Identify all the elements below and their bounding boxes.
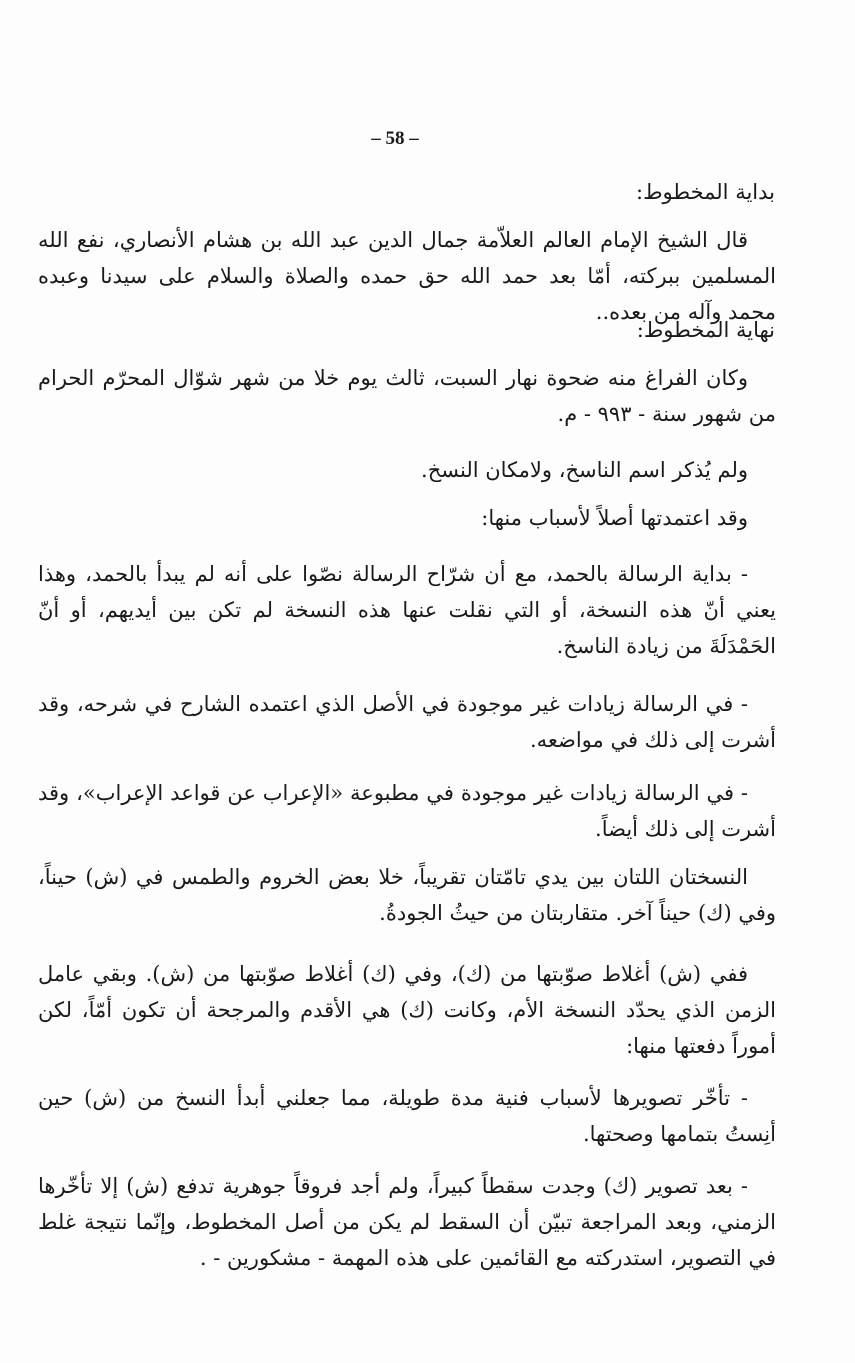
paragraph-manuscript-end: وكان الفراغ منه ضحوة نهار السبت، ثالث يوم خلا من شهر شوّال المحرّم الحرام من شهور سنة - ٩٩٣ - م. — [38, 366, 776, 426]
heading-manuscript-end: نهاية المخطوط: — [636, 318, 775, 342]
paragraph-copies: النسختان اللتان بين يدي تامّتان تقريباً، خلا بعض الخروم والطمس في (ش) حيناً، وفي (ك) حيناً آخر. متقاربتان من حيثُ الجودةُ. — [38, 865, 776, 925]
reason-item-3: - في الرسالة زيادات غير موجودة في مطبوعة «الإعراب عن قواعد الإعراب»، وقد أشرت إلى ذلك أيضاً. — [38, 781, 776, 841]
page-number: – 58 – — [371, 128, 419, 149]
paragraph-manuscript-start: قال الشيخ الإمام العالم العلاّمة جمال الدين عبد الله بن هشام الأنصاري، نفع الله المسلمين ببركته، أمّا بعد حمد الله حق حمده والصلاة والسلام على سيدنا وعبده محمد وآله من بعده.. — [38, 228, 776, 324]
line-reasons-intro: وقد اعتمدتها أصلاً لأسباب منها: — [481, 506, 748, 530]
heading-manuscript-start: بداية المخطوط: — [636, 180, 775, 204]
paragraph-errors: ففي (ش) أغلاط صوّبتها من (ك)، وفي (ك) أغلاط صوّبتها من (ش). وبقي عامل الزمن الذي يحدّد النسخة الأم، وكانت (ك) هي الأقدم والمرجحة أن تكون أمّاً، لكن أموراً دفعتها منها: — [38, 962, 777, 1058]
reason-item-1: - بداية الرسالة بالحمد، مع أن شرّاح الرسالة نصّوا على أنه لم يبدأ بالحمد، وهذا يعني أنّ هذه النسخة، أو التي نقلت عنها هذه النسخة لم تكن بين أيديهم، أو أنّ الحَمْدَلَةَ من زيادة الناسخ. — [38, 562, 776, 658]
item-delay: - تأخّر تصويرها لأسباب فنية مدة طويلة، مما جعلني أبدأ النسخ من (ش) حين أنِستُ بتمامها وصحتها. — [38, 1086, 776, 1146]
reason-item-2: - في الرسالة زيادات غير موجودة في الأصل الذي اعتمده الشارح في شرحه، وقد أشرت إلى ذلك في مواضعه. — [38, 692, 776, 752]
line-copyist-note: ولم يُذكر اسم الناسخ، ولامكان النسخ. — [421, 458, 748, 482]
item-after-imaging: - بعد تصوير (ك) وجدت سقطاً كبيراً، ولم أجد فروقاً جوهرية تدفع (ش) إلا تأخّرها الزمني، وبعد المراجعة تبيّن أن السقط لم يكن من أصل المخطوط، وإنّما نتيجة غلط في التصوير، استدركته مع القائمين على هذه المهمة - مشكورين - . — [38, 1174, 776, 1270]
